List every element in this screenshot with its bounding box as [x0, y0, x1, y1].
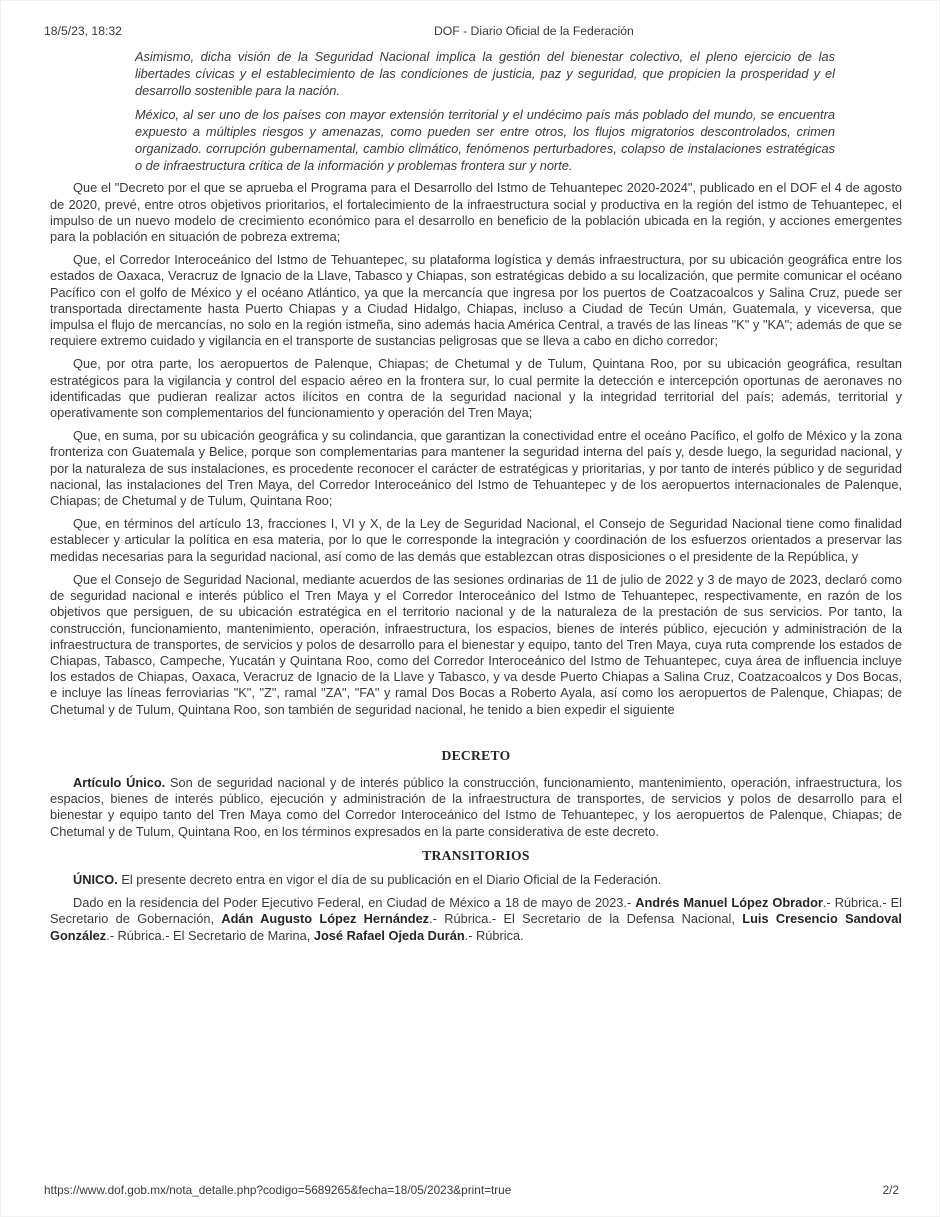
body-paragraph: Artículo Único. Son de seguridad nacional y de interés público la construcción, funcionamiento, mantenimiento, operación, infraestructura, los espacios, bienes de interés público, ejecución y administración de la infraestructura de transportes, de servicios y polos de desarrollo para el bienestar y equipo tanto del Tren Maya como del Corredor Interoceánico del Istmo de Tehuantepec, y los aeropuertos de Palenque, Chiapas; de Chetumal y de Tulum, Quintana Roo, en los términos expresados en la parte considerativa de este decreto. — [50, 774, 902, 839]
body-paragraph: Que, en términos del artículo 13, fracciones I, VI y X, de la Ley de Seguridad Nacional, el Consejo de Seguridad Nacional tiene como finalidad establecer y articular la política en esa materia, por lo que le corresponde la integración y coordinación de los esfuerzos orientados a preservar las medidas necesarias para la seguridad nacional, así como de las demás que establezcan otras disposiciones o el presidente de la República, y — [50, 516, 902, 564]
body-paragraph: Que, por otra parte, los aeropuertos de Palenque, Chiapas; de Chetumal y de Tulum, Quintana Roo, por su ubicación geográfica, resultan estratégicos para la vigilancia y control del espacio aéreo en la frontera sur, lo cual permite la detección e intercepción oportunas de aeronaves no identificadas que pudieran realizar actos ilícitos en contra de la seguridad nacional y la integridad territorial del país; además, territorial y operativamente son complementarios del funcionamiento y operación del Tren Maya; — [50, 356, 902, 421]
body-paragraph: ÚNICO. El presente decreto entra en vigor el día de su publicación en el Diario Oficial de la Federación. — [73, 871, 662, 887]
body-paragraph: Que, el Corredor Interoceánico del Istmo de Tehuantepec, su plataforma logística y demás infraestructura, por su ubicación geográfica entre los estados de Oaxaca, Veracruz de Ignacio de la Llave, Tabasco y Chiapas, son estratégicas debido a su localización, que permite comunicar el océano Pacífico con el golfo de México y el océano Atlántico, ya que la mercancía que ingresa por los puertos de Coatzacoalcos y Salina Cruz, puede ser transportada directamente hasta Puerto Chiapas y a Ciudad Hidalgo, Chiapas, incluso a Ciudad de Tecún Umán, Guatemala, y viceversa, que impulsa el flujo de mercancías, no solo en la región istmeña, sino además hacia América Central, a través de las líneas "K" y "KA"; además de que se requiere extremo cuidado y vigilancia en el transporte de sustancias peligrosas que se lleva a cabo en dicho corredor; — [50, 252, 902, 349]
body-paragraph: Que, en suma, por su ubicación geográfica y su colindancia, que garantizan la conectividad entre el oceáno Pacífico, el golfo de México y la zona fronteriza con Guatemala y Belice, porque son complementarias para mantener la seguridad interna del país y, desde luego, la seguridad nacional, y por la naturaleza de sus instalaciones, es procedente reconocer el carácter de estratégicas y prioritarias, y por tanto de interés público y de seguridad nacional, las instalaciones del Tren Maya, del Corredor Interoceánico del Istmo de Tehuantepec y de los aeropuertos internacionales de Palenque, Chiapas; de Chetumal y de Tulum, Quintana Roo; — [50, 428, 902, 509]
body-paragraph: Que el Consejo de Seguridad Nacional, mediante acuerdos de las sesiones ordinarias de 11 de julio de 2022 y 3 de mayo de 2023, declaró como de seguridad nacional e interés público el Tren Maya y el Corredor Interoceánico del Istmo de Tehuantepec, respectivamente, en razón de los objetivos que persiguen, de su ubicación estratégica en el territorio nacional y de la naturaleza de la prestación de sus servicios. Por tanto, la construcción, funcionamiento, mantenimiento, operación, infraestructura, los espacios, bienes de interés público, ejecución y administración de la infraestructura de transportes, de servicios y polos de desarrollo para el bienestar y equipo, tanto del Tren Maya, cuya ruta comprende los estados de Chiapas, Tabasco, Campeche, Yucatán y Quintana Roo, como del Corredor Interoceánico del Istmo de Tehuantepec, cuya área de influencia incluye los estados de Chiapas, Oaxaca, Veracruz de Ignacio de la Llave y Tabasco, y va desde Puerto Chiapas a Salina Cruz, Coatzacoalcos y Dos Bocas, e incluye las líneas ferroviarias "K", "Z", ramal "ZA", "FA" y ramal Dos Bocas a Roberto Ayala, así como los aeropuertos de Palenque, Chiapas; de Chetumal y de Tulum, Quintana Roo, son también de seguridad nacional, he tenido a bien expedir el siguiente — [50, 571, 902, 717]
print-datetime: 18/5/23, 18:32 — [44, 24, 122, 38]
quote-paragraph: Asimismo, dicha visión de la Seguridad Nacional implica la gestión del bienestar colectivo, el pleno ejercicio de las libertades cívicas y el establecimiento de las condiciones de justicia, paz y seguridad, que propicien la prosperidad y el desarrollo sostenible para la nación. — [135, 49, 835, 99]
section-heading: TRANSITORIOS — [422, 847, 530, 863]
body-paragraph: Dado en la residencia del Poder Ejecutivo Federal, en Ciudad de México a 18 de mayo de 2023.- Andrés Manuel López Obrador.- Rúbrica.- El Secretario de Gobernación, Adán Augusto López Hernández.- Rúbrica.- El Secretario de la Defensa Nacional, Luis Cresencio Sandoval González.- Rúbrica.- El Secretario de Marina, José Rafael Ojeda Durán.- Rúbrica. — [50, 895, 902, 943]
quote-paragraph: México, al ser uno de los países con mayor extensión territorial y el undécimo país más poblado del mundo, se encuentra expuesto a múltiples riesgos y amenazas, como pueden ser entre otros, los flujos migratorios descontrolados, crimen organizado. corrupción gubernamental, cambio climático, fenómenos perturbadores, colapso de instalaciones estratégicas o de infraestructura crítica de la información y problemas frontera sur y norte. — [135, 106, 835, 174]
page-number: 2/2 — [882, 1183, 899, 1197]
print-header — [1, 24, 939, 40]
document-body — [50, 48, 902, 951]
section-heading: DECRETO — [441, 747, 511, 763]
print-footer — [44, 1183, 899, 1197]
body-paragraph: Que el "Decreto por el que se aprueba el Programa para el Desarrollo del Istmo de Tehuantepec 2020-2024", publicado en el DOF el 4 de agosto de 2020, prevé, entre otros objetivos prioritarios, el fortalecimiento de la infraestructura social y productiva en la región del istmo de Tehuantepec, el impulso de un nuevo modelo de crecimiento económico para el desarrollo en beneficio de la población ubicada en la región, y acciones emergentes para la población en situación de pobreza extrema; — [50, 180, 902, 245]
document-title: DOF - Diario Oficial de la Federación — [434, 24, 634, 38]
source-url: https://www.dof.gob.mx/nota_detalle.php?codigo=5689265&fecha=18/05/2023&print=true — [44, 1183, 512, 1197]
